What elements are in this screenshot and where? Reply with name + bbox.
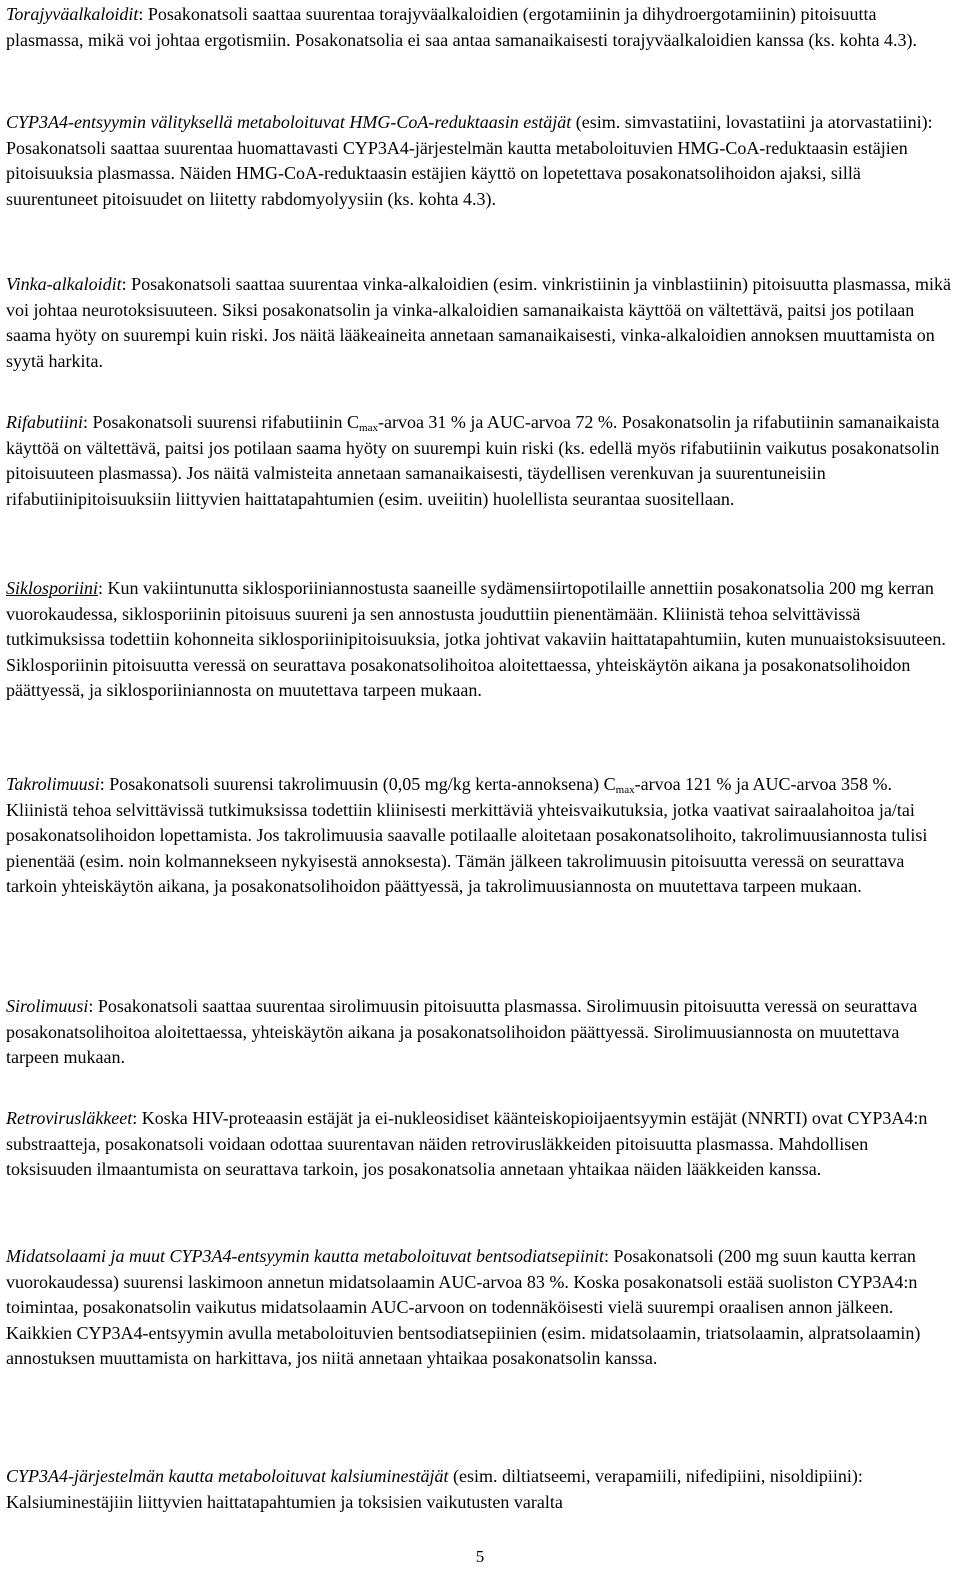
paragraph-text: : Kun vakiintunutta siklosporiiniannostusta saaneille sydämensiirtopotilaille annettiin posakonatsolia 200 mg kerran vuorokaudessa, siklosporiinin pitoisuus suureni ja sen annostusta jouduttiin pienentämään. Kliinistä tehoa selvittävissä tutkimuksissa todettiin kohonneita siklosporiinipitoisuuksia, jotka johtivat vakaviin haittatapahtumiin, kuten munuaistoksisuuteen. Siklosporiinin pitoisuutta veressä on seurattava posakonatsolihoitoa aloitettaessa, yhteiskäytön aikana ja posakonatsolihoidon päättyessä, ja siklosporiiniannosta on muutettava tarpeen mukaan.	[6, 578, 946, 700]
paragraph-text: : Posakonatsoli saattaa suurentaa vinka-alkaloidien (esim. vinkristiinin ja vinblastiinin) pitoisuutta plasmassa, mikä voi johtaa neurotoksisuuteen. Siksi posakonatsolin ja vinka-alkaloidien samanaikaista käyttöä on vältettävä, paitsi jos potilaan saama hyöty on suurempi kuin riski. Jos näitä lääkeaineita annetaan samanaikaisesti, vinka-alkaloidien annoksen muuttamista on syytä harkita.	[6, 274, 951, 371]
paragraph-text: : Koska HIV-proteaasin estäjät ja ei-nukleosidiset käänteiskopioijaentsyymin estäjät (NNRTI) ovat CYP3A4:n substraatteja, posakonatsoli voidaan odottaa suurentavan näiden retrovirusläkkeiden pitoisuutta plasmassa. Mahdollisen toksisuuden ilmaantumista on seurattava tarkoin, jos posakonatsolia annetaan yhtaikaa näiden lääkkeiden kanssa.	[6, 1108, 928, 1179]
paragraph-title: Takrolimuusi	[6, 774, 100, 794]
paragraph-vinka-alkaloidit	[6, 272, 954, 374]
paragraph-kalsiuminestajat	[6, 1464, 954, 1515]
subscript-max: max	[615, 784, 635, 796]
paragraph-title: Siklosporiini	[6, 578, 99, 598]
paragraph-title: Torajyväalkaloidit	[6, 4, 139, 24]
paragraph-title: Retrovirusläkkeet	[6, 1108, 133, 1128]
paragraph-text: : Posakonatsoli suurensi rifabutiinin C	[83, 412, 360, 432]
paragraph-title: Sirolimuusi	[6, 996, 89, 1016]
paragraph-title: Midatsolaami ja muut CYP3A4-entsyymin kautta metaboloituvat bentsodiatsepiinit	[6, 1246, 604, 1266]
paragraph-hmg-coa	[6, 110, 954, 212]
paragraph-text: (esim. simvastatiini, lovastatiini ja atorvastatiini): Posakonatsoli saattaa suurentaa huomattavasti CYP3A4-järjestelmän kautta metaboloituvien HMG-CoA-reduktaasin estäjien pitoisuuksia plasmassa. Näiden HMG-CoA-reduktaasin estäjien käyttö on lopetettava posakonatsolihoidon ajaksi, sillä suurentuneet pitoisuudet on liitetty rabdomyolyysiin (ks. kohta 4.3).	[6, 112, 933, 209]
paragraph-title: CYP3A4-entsyymin välityksellä metaboloituvat HMG-CoA-reduktaasin estäjät	[6, 112, 572, 132]
paragraph-title: CYP3A4-järjestelmän kautta metaboloituvat kalsiuminestäjät	[6, 1466, 449, 1486]
subscript-max: max	[359, 422, 378, 434]
paragraph-siklosporiini	[6, 576, 954, 704]
page-number: 5	[475, 1547, 485, 1566]
paragraph-takrolimuusi	[6, 772, 954, 900]
paragraph-text: : Posakonatsoli suurensi takrolimuusin (0,05 mg/kg kerta-annoksena) C	[99, 774, 616, 794]
paragraph-text: (esim. diltiatseemi, verapamiili, nifedipiini, nisoldipiini): Kalsiuminestäjiin liittyvien haittatapahtumien ja toksisien vaikutusten varalta	[6, 1466, 863, 1512]
paragraph-title: Rifabutiini	[6, 412, 84, 432]
paragraph-text-cont: -arvoa 121 % ja AUC-arvoa 358 %. Kliinistä tehoa selvittävissä tutkimuksissa todettiin kliinisesti merkittäviä yhteisvaikutuksia, jotka vaativat sairaalahoitoa ja/tai posakonatsolihoidon lopettamista. Jos takrolimuusia saavalle potilaalle aloitetaan posakonatsolihoito, takrolimuusiannosta tulisi pienentää (esim. noin kolmannekseen nykyisestä annoksesta). Tämän jälkeen takrolimuusin pitoisuutta veressä on seurattava tarkoin yhteiskäytön aikana, ja posakonatsolihoidon päättyessä, ja takrolimuusiannosta on muutettava tarpeen mukaan.	[6, 774, 928, 896]
paragraph-text: : Posakonatsoli (200 mg suun kautta kerran vuorokaudessa) suurensi laskimoon annetun midatsolaamin AUC-arvoa 83 %. Koska posakonatsoli estää suoliston CYP3A4:n toimintaa, posakonatsolin vaikutus midatsolaamin AUC-arvoon on todennäköisesti vielä suurempi oraalisen annon jälkeen. Kaikkien CYP3A4-entsyymin avulla metaboloituvien bentsodiatsepiinien (esim. midatsolaamin, triatsolaamin, alpratsolaamin) annostuksen muuttamista on harkittava, jos niitä annetaan yhtaikaa posakonatsolin kanssa.	[6, 1246, 921, 1368]
paragraph-text-cont: -arvoa 31 % ja AUC-arvoa 72 %. Posakonatsolin ja rifabutiinin samanaikaista käyttöä on vältettävä, paitsi jos potilaan saama hyöty on suurempi kuin riski (ks. edellä myös rifabutiinin vaikutus posakonatsolin pitoisuuteen plasmassa). Jos näitä valmisteita annetaan samanaikaisesti, täydellisen verenkuvan ja suurentuneisiin rifabutiinipitoisuuksiin liittyvien haittatapahtumien (esim. uveiitin) huolellista seurantaa suositellaan.	[6, 412, 940, 509]
paragraph-rifabutiini	[6, 410, 954, 512]
paragraph-retroviruslaakkeet	[6, 1106, 954, 1183]
paragraph-text: : Posakonatsoli saattaa suurentaa sirolimuusin pitoisuutta plasmassa. Sirolimuusin pitoisuutta veressä on seurattava posakonatsolihoitoa aloitettaessa, yhteiskäytön aikana ja posakonatsolihoidon päättyessä. Sirolimuusiannosta on muutettava tarpeen mukaan.	[6, 996, 918, 1067]
paragraph-sirolimuusi	[6, 994, 954, 1071]
paragraph-text: : Posakonatsoli saattaa suurentaa torajyväalkaloidien (ergotamiinin ja dihydroergotamiinin) pitoisuutta plasmassa, mikä voi johtaa ergotismiin. Posakonatsolia ei saa antaa samanaikaisesti torajyväalkaloidien kanssa (ks. kohta 4.3).	[6, 4, 917, 50]
paragraph-torajyvaalkaloidit	[6, 2, 946, 53]
paragraph-midatsolaami	[6, 1244, 954, 1372]
paragraph-title: Vinka-alkaloidit	[6, 274, 122, 294]
